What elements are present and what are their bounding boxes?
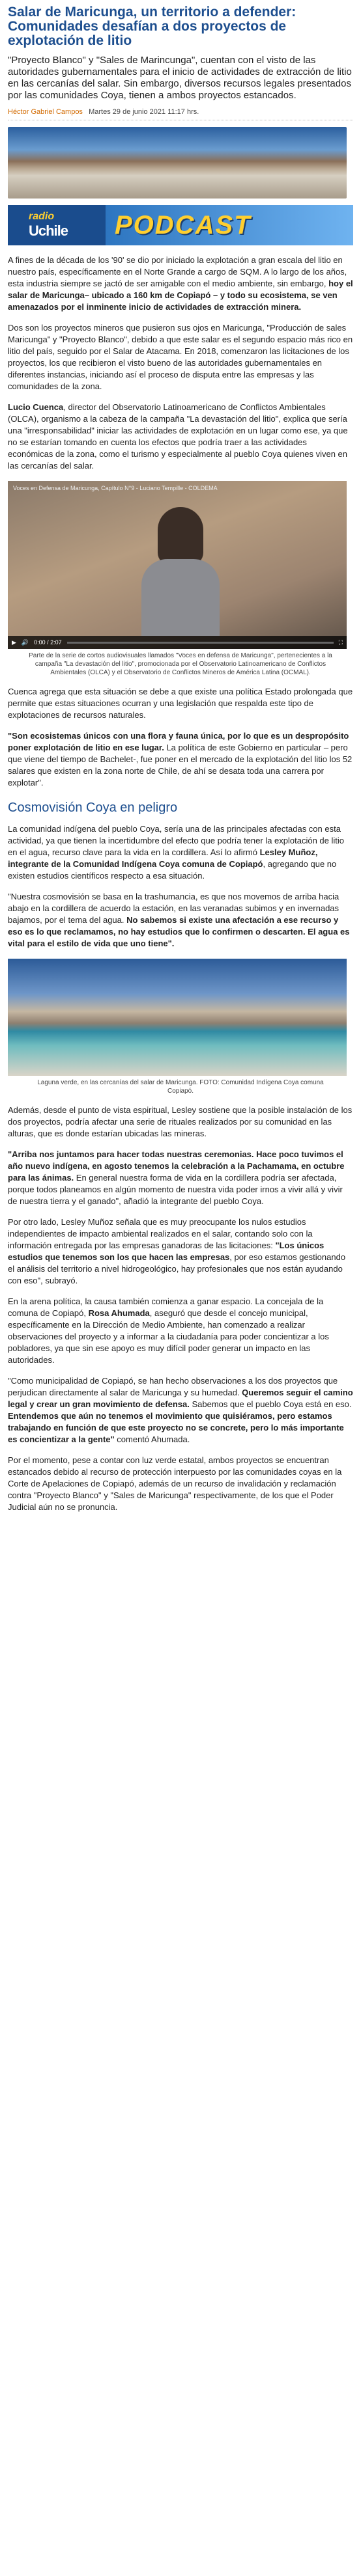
article-lead: "Proyecto Blanco" y "Sales de Marincunga", cuentan con el visto de las autoridades gubernamentales para el inicio de actividades de extracción de litio en las cercanías del salar. Sin embargo, diversos recursos legales presentados por las comunidades Coya, tienen a ambos proyectos estancados. — [8, 55, 352, 101]
video-progress-bar[interactable] — [67, 642, 334, 644]
p9-text: En general nuestra forma de vida en la cordillera podría ser afectada, porque todos planeamos en algún momento de nuestra vida poder irnos a vivir allá y vivir de nuestra tierra y el ganado", añadió la integrante del pueblo Coya. — [8, 1173, 343, 1206]
radio-uchile-logo — [8, 205, 106, 245]
play-icon[interactable]: ▶ — [12, 638, 16, 646]
video-controls — [8, 636, 347, 649]
p5-bold: "Son ecosistemas únicos con una flora y fauna única, por lo que es un despropósito poner explotación de litio en ese lugar. — [8, 731, 349, 752]
p6-text-c: , agregando que no existen estudios científicos respecto a esa situación. — [8, 859, 337, 881]
section-heading-cosmovision: Cosmovisión Coya en peligro — [8, 801, 178, 815]
p3-text: , director del Observatorio Latinoamericano de Conflictos Ambientales (OLCA), organismo a la cabeza de la campaña "La devastación del litio", explica que sería una "irresponsabilidad" iniciar las actividades de explotación en un lugar como ese, ya que no se estarían tomando en cuenta los efectos que podría traer a las actividades económicas de la zona, como el turismo y especialmente al pueblo Coya quienes viven en las cercanías del salar. — [8, 402, 348, 471]
paragraph-10 — [8, 1216, 353, 1287]
p11-text-a: En la arena política, la causa también comienza a ganar espacio. La concejala de la comuna de Copiapó, — [8, 1296, 324, 1318]
p12-bold-b: Queremos seguir el camino legal y crear un gran movimiento de defensa. — [8, 1388, 353, 1409]
p7-bold: No sabemos si existe una afectación a ese recurso y eso es lo que reclamamos, no hay estudios que lo confirmen o descarten. El agua es vital para el estilo de vida que uno tiene". — [8, 915, 350, 948]
p12-text-a: "Como municipalidad de Copiapó, se han hecho observaciones a los dos proyectos que perjudican directamente al salar de Maricunga y su humedad. — [8, 1376, 338, 1397]
volume-icon[interactable]: 🔊 — [21, 638, 29, 646]
logo-uchile-text: Uchile — [29, 223, 68, 239]
video-time: 0:00 / 2:07 — [34, 639, 62, 646]
paragraph-4: Cuenca agrega que esta situación se debe a que existe una política Estado prolongada que permite que estas situaciones ocurran y una legislación que respalda este tipo de explotaciones de recursos naturales. — [8, 687, 353, 720]
paragraph-1 — [8, 254, 353, 313]
paragraph-7 — [8, 891, 353, 950]
paragraph-3 — [8, 402, 353, 472]
author-link[interactable]: Héctor Gabriel Campos — [8, 108, 83, 116]
p11-bold: Rosa Ahumada — [88, 1308, 150, 1318]
laguna-verde-photo — [8, 959, 347, 1076]
podcast-text: PODCAST — [115, 210, 252, 240]
paragraph-6 — [8, 823, 353, 882]
p3-bold: Lucio Cuenca — [8, 402, 64, 412]
article-title: Salar de Maricunga, un territorio a defender: Comunidades desafían a dos proyectos de explotación de litio — [8, 5, 296, 48]
fullscreen-icon[interactable]: ⛶ — [338, 638, 343, 646]
salar-photo — [8, 127, 347, 199]
paragraph-2: Dos son los proyectos mineros que pusieron sus ojos en Maricunga, "Producción de sales Maricunga" y "Proyecto Blanco", debido a que este salar es el segundo espacio más rico en litio del país, seguido por el Salar de Atacama. En 2018, comenzaron las licitaciones de los proyectos, los que recibieron el visto bueno de las autoridades gubernamentales en diferentes instancias, iniciando así el proceso de disputa entre las empresas y las comunidades de la zona. — [8, 323, 353, 391]
p1-bold: hoy el salar de Maricunga– ubicado a 160 km de Copiapó – y todo su ecosistema, se ven amenazados por el inminente inicio de actividades de extracción minera. — [8, 279, 353, 312]
p6-bold: Lesley Muñoz, integrante de la Comunidad Indígena Coya comuna de Copiapó — [8, 847, 318, 869]
paragraph-13: Por el momento, pese a contar con luz verde estatal, ambos proyectos se encuentran estancados debido al recurso de protección interpuesto por las comunidades coyas en la Corte de Apelaciones de Copiapó, además de un recurso de invalidación y reclamación contra "Proyecto Blanco" y "Sales de Maricunga" respectivamente, de los que el Poder Judicial aún no se pronuncia. — [8, 1455, 342, 1512]
p12-text-e: comentó Ahumada. — [114, 1434, 190, 1444]
p10-text-a: Por otro lado, Lesley Muñoz señala que es muy preocupante los nulos estudios independientes de impacto ambiental realizados en el salar, contando solo con la información entregada por las empresas ganadoras de las licitaciones: — [8, 1217, 313, 1250]
paragraph-5 — [8, 730, 353, 789]
p12-text-c: Sabemos que el pueblo Coya está en eso. — [189, 1399, 352, 1409]
p12-bold-d: Entendemos que aún no tenemos el movimiento que quisiéramos, pero estamos trabajando en función de que este proyecto no se concrete, pero lo más importante es concientizar a la gente" — [8, 1411, 344, 1444]
p11-text-c: , aseguró que desde el concejo municipal, específicamente en la Dirección de Medio Ambiente, han comenzado a realizar observaciones del proyecto y a informar a la ciudadanía para poder concientizar a los pobladores, ya que sin ese apoyo es muy difícil poder generar un impacto en las autoridades. — [8, 1308, 329, 1365]
podcast-label-area — [106, 205, 353, 245]
paragraph-12 — [8, 1375, 353, 1446]
logo-radio-text: radio — [29, 211, 55, 222]
article-meta — [8, 108, 353, 120]
p6-text-a: La comunidad indígena del pueblo Coya, sería una de las principales afectadas con esta actividad, ya que tienen la incertidumbre del efecto que podría tener la explotación de litio en el agua, recurso clave para la vida en la cordillera. Así lo afirmó — [8, 824, 344, 857]
laguna-caption: Laguna verde, en las cercanías del salar de Maricunga. FOTO: Comunidad Indígena Coya comuna Copiapó. — [37, 1079, 324, 1095]
p5-text: La política de este Gobierno en particular – pero que viene del tiempo de Bachelet-, fue poner en el mercado de la explotación del litio los 52 salares que existen en la zona norte de Chile, de ahí se desata toda una carrera por explotar". — [8, 743, 353, 788]
paragraph-8: Además, desde el punto de vista espiritual, Lesley sostiene que la posible instalación de los dos proyectos, podría afectar una serie de rituales realizados por su comunidad en las alturas, que es donde estarían ubicadas las mineras. — [8, 1105, 353, 1138]
p10-bold: "Los únicos estudios que tenemos son los que hacen las empresas — [8, 1240, 325, 1262]
p7-text: "Nuestra cosmovisión se basa en la trashumancia, es que nos movemos de arriba hacia abajo en la cordillera de acuerdo la estación, en las veranadas subimos y en invernadas bajamos, por el tema del agua. — [8, 892, 339, 925]
p9-bold: "Arriba nos juntamos para hacer todas nuestras ceremonias. Hace poco tuvimos el año nuevo indígena, en agosto tenemos la celebración a la Pachamama, en octubre para las ánimas. — [8, 1149, 345, 1183]
podcast-banner[interactable] — [8, 205, 353, 245]
video-caption: Parte de la serie de cortos audiovisuales llamados "Voces en defensa de Maricunga", pertenecientes a la campaña "La devastación del litio", promocionada por el Observatorio Latinoamericano de Conflictos Ambientales (OLCA) y el Observatorio de Conflictos Mineros de América Latina (OCMAL). — [29, 652, 332, 676]
video-player[interactable] — [8, 481, 347, 649]
video-title: Voces en Defensa de Maricunga, Capítulo N°9 - Luciano Tempille - COLDEMA — [13, 485, 218, 491]
video-person-head — [158, 507, 203, 566]
video-person-body — [141, 559, 220, 636]
paragraph-11 — [8, 1296, 353, 1366]
p10-text-c: , por eso estamos gestionando el análisis del territorio a nivel hidrogeológico, hay profesionales que nos están ayudando con eso", subrayó. — [8, 1252, 346, 1285]
paragraph-9 — [8, 1149, 353, 1207]
publish-date: Martes 29 de junio 2021 11:17 hrs. — [89, 108, 199, 116]
p1-text: A fines de la década de los '90' se dio por iniciado la explotación a gran escala del litio en nuestro país, específicamente en el Norte Grande a cargo de SQM. A lo largo de los años, esta industria siempre se jactó de ser amigable con el medio ambiente, sin embargo, — [8, 255, 347, 288]
